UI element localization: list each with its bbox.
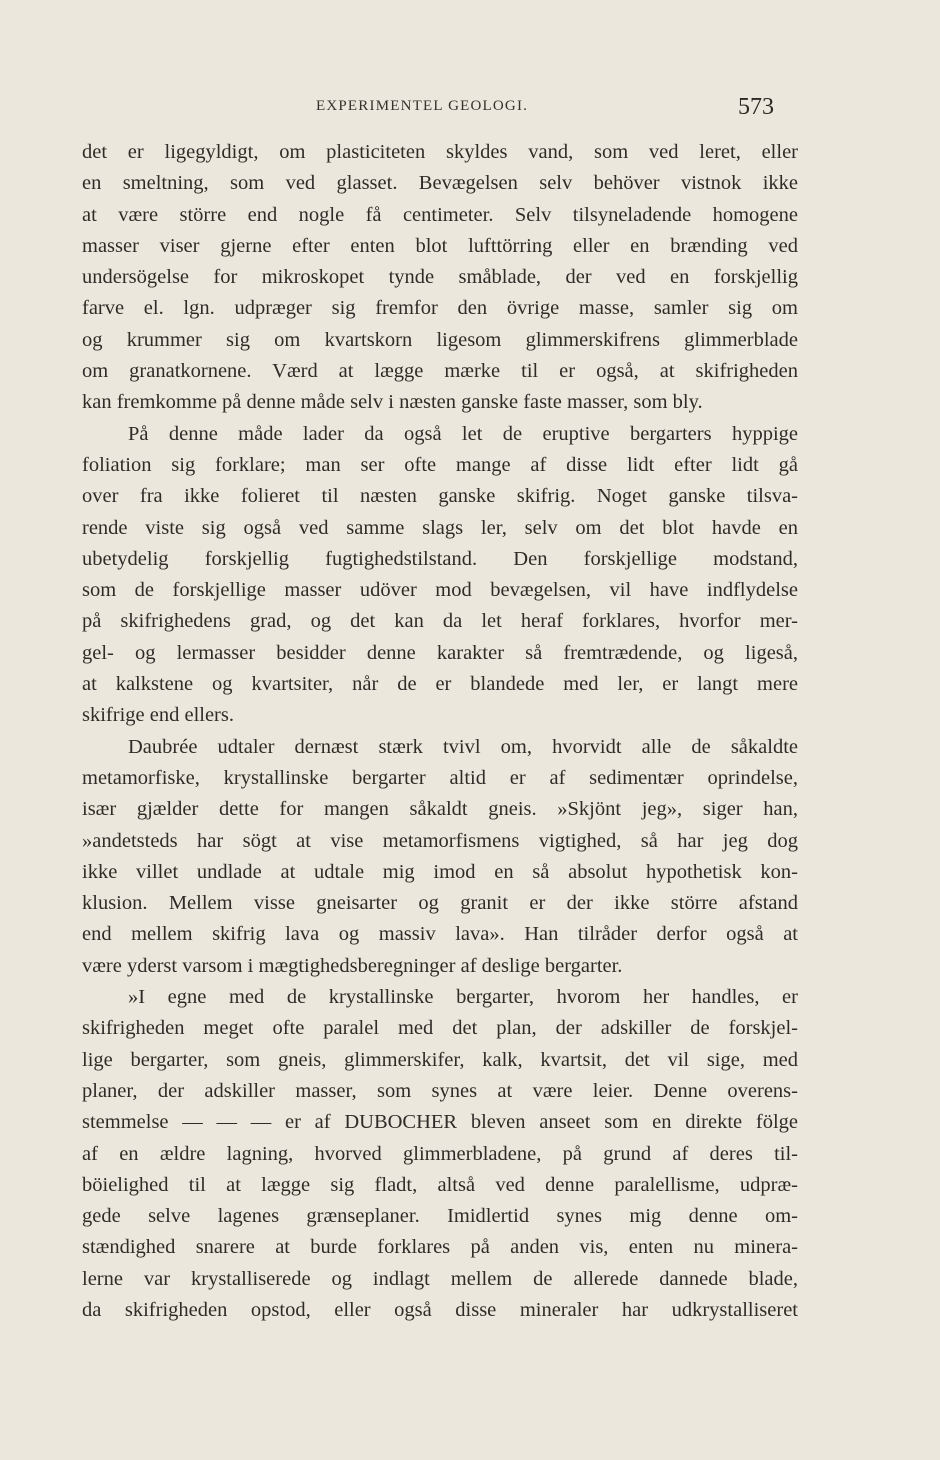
text-line: böielighed til at lægge sig fladt, altså ved denne paralellisme, udpræ- — [82, 1173, 798, 1196]
paragraph-start-line: På denne måde lader da også let de eruptive bergarters hyppige — [128, 422, 798, 445]
text-line: at være större end nogle få centimeter. Selv tilsyneladende homogene — [82, 203, 798, 226]
paragraph-start-line: Daubrée udtaler dernæst stærk tvivl om, hvorvidt alle de såkaldte — [128, 735, 798, 758]
text-line: foliation sig forklare; man ser ofte mange af disse lidt efter lidt gå — [82, 453, 798, 476]
text-line: stemmelse — — — er af DUBOCHER bleven anseet som en direkte fölge — [82, 1111, 798, 1134]
text-line: lerne var krystalliserede og indlagt mellem de allerede dannede blade, — [82, 1267, 798, 1290]
text-line: ubetydelig forskjellig fugtighedstilstand. Den forskjellige modstand, — [82, 547, 798, 570]
text-line: være yderst varsom i mægtighedsberegninger af deslige bergarter. — [82, 954, 623, 977]
text-line: især gjælder dette for mangen såkaldt gneis. »Skjönt jeg», siger han, — [82, 798, 798, 821]
text-line: på skifrighedens grad, og det kan da let heraf forklares, hvorfor mer- — [82, 610, 798, 633]
text-line: rende viste sig også ved samme slags ler, selv om det blot havde en — [82, 516, 798, 539]
text-line: masser viser gjerne efter enten blot lufttörring eller en brænding ved — [82, 234, 798, 257]
text-line: som de forskjellige masser udöver mod bevægelsen, vil have indflydelse — [82, 579, 798, 602]
text-line: lige bergarter, som gneis, glimmerskifer, kalk, kvartsit, det vil sige, med — [82, 1048, 798, 1071]
paragraph-start-line: »I egne med de krystallinske bergarter, hvorom her handles, er — [128, 986, 798, 1009]
text-line: end mellem skifrig lava og massiv lava». Han tilråder derfor også at — [82, 923, 798, 946]
text-line: gel- og lermasser besidder denne karakter så fremtrædende, og ligeså, — [82, 641, 798, 664]
page-number: 573 — [738, 94, 774, 120]
text-line: skifrige end ellers. — [82, 704, 234, 727]
text-line: over fra ikke folieret til næsten ganske skifrig. Noget ganske tilsva- — [82, 485, 798, 508]
text-line: af en ældre lagning, hvorved glimmerbladene, på grund af deres til- — [82, 1142, 798, 1165]
text-line: stændighed snarere at burde forklares på anden vis, enten nu minera- — [82, 1236, 798, 1259]
text-line: det er ligegyldigt, om plasticiteten skyldes vand, som ved leret, eller — [82, 141, 798, 163]
text-line: ikke villet undlade at udtale mig imod en så absolut hypothetisk kon- — [82, 860, 798, 883]
running-header — [0, 94, 940, 124]
text-line: skifrigheden meget ofte paralel med det plan, der adskiller de forskjel- — [82, 1017, 798, 1040]
text-line: metamorfiske, krystallinske bergarter altid er af sedimentær oprindelse, — [82, 766, 798, 789]
text-line: og krummer sig om kvartskorn ligesom glimmerskifrens glimmerblade — [82, 328, 798, 351]
text-line: gede selve lagenes grænseplaner. Imidlertid synes mig denne om- — [82, 1205, 798, 1228]
running-title: EXPERIMENTEL GEOLOGI. — [316, 98, 529, 114]
text-line: at kalkstene og kvartsiter, når de er blandede med ler, er langt mere — [82, 673, 798, 696]
body-text — [82, 137, 798, 1326]
text-line: planer, der adskiller masser, som synes at være leier. Denne overens- — [82, 1079, 798, 1102]
text-line: klusion. Mellem visse gneisarter og granit er der ikke större afstand — [82, 892, 798, 915]
text-line: da skifrigheden opstod, eller også disse mineraler har udkrystalliseret — [82, 1298, 798, 1321]
text-line: farve el. lgn. udpræger sig fremfor den övrige masse, samler sig om — [82, 297, 798, 320]
text-line: »andetsteds har sögt at vise metamorfismens vigtighed, så har jeg dog — [82, 829, 798, 852]
text-line: kan fremkomme på denne måde selv i næsten ganske faste masser, som bly. — [82, 391, 703, 414]
text-line: en smeltning, som ved glasset. Bevægelsen selv behöver vistnok ikke — [82, 172, 798, 195]
text-line: undersögelse for mikroskopet tynde småblade, der ved en forskjellig — [82, 266, 798, 289]
text-line: om granatkornene. Værd at lægge mærke til er også, at skifrigheden — [82, 360, 798, 383]
